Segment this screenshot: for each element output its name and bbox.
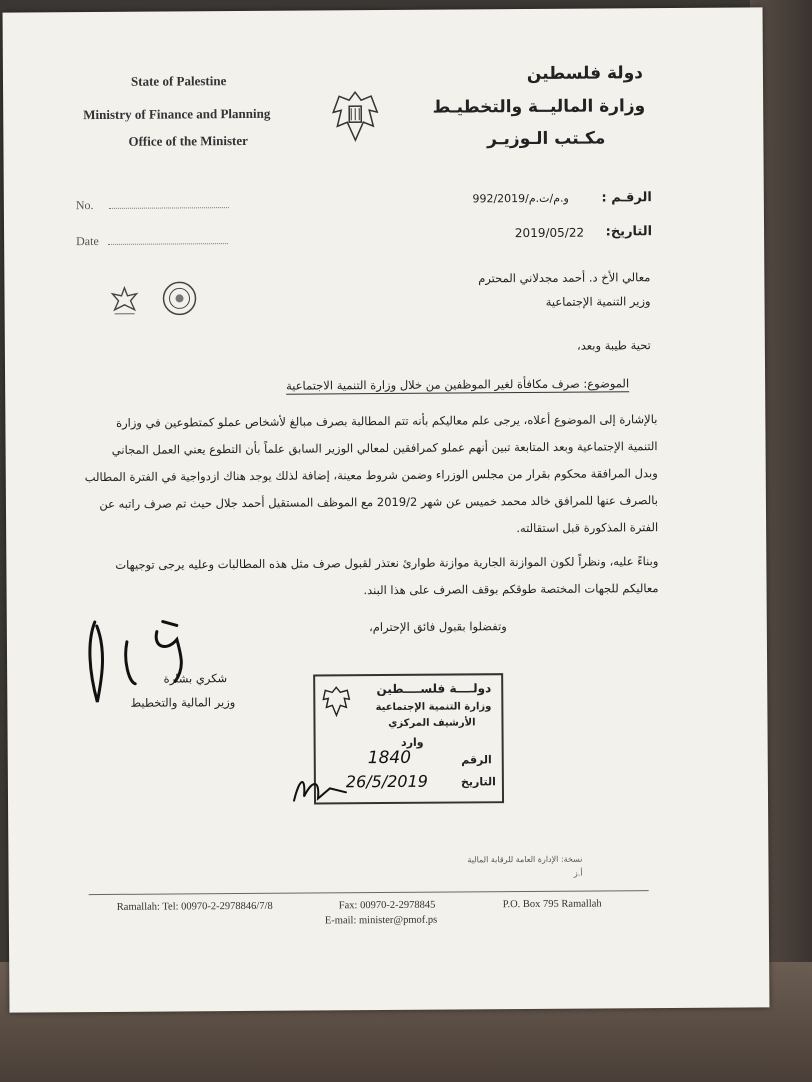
header-en-ministry: Ministry of Finance and Planning [83,105,271,123]
round-seal-icon [160,279,198,317]
date-field [76,233,228,249]
header-en-office: Office of the Minister [128,132,248,149]
ar-date-label: التاريخ: [605,224,653,240]
stamp-date-value: 26/5/2019 [345,771,429,792]
ar-no-label: الرقـم : [601,190,652,206]
stamp-date-label: التاريخ [460,775,496,789]
no-dotted-line [109,207,229,209]
body-line: وبدل المرافقة محكوم بقرار من مجلس الوزراء وضمن شروط معينة، إضافة لذلك يوجد هناك ازدواجية في الفترة المطالب [84,466,658,485]
header-en-state: State of Palestine [130,73,227,89]
decorative-logo-icon [108,284,140,316]
ar-date-value: 2019/05/22 [514,225,585,241]
footer-tel: Ramallah: Tel: 00970-2-2978846/7/8 [116,900,273,913]
greeting: تحية طيبة وبعد، [576,338,651,353]
footer-po-box: P.O. Box 795 Ramallah [502,898,602,911]
stamp-line-2: وزارة التنمية الإجتماعية [375,701,492,714]
header-ar-ministry: وزارة الماليــة والتخطيـط [432,96,646,118]
body-paragraph-2 [78,548,658,606]
stamp-number-label: الرقم [461,753,492,767]
footer-divider [89,890,649,895]
recipient-line-2: وزير التنمية الإجتماعية [545,294,651,309]
body-paragraph-1 [77,406,658,545]
stamp-eagle-icon [321,684,351,718]
footer-email: E-mail: minister@pmof.ps [324,914,438,927]
header-ar-office: مكـتب الـوزيـر [487,128,606,150]
body-line: بالصرف عنها للمرافق خالد محمد خميس عن شهر 2019/2 مع الموظف المستقيل أحمد جلال حيث تم صرف راتبه عن [99,493,658,512]
signatory-name: شكري بشارة [163,671,228,686]
stamp-line-4: وارد [400,735,424,749]
no-field [76,197,229,213]
header-ar-state: دولة فلسطين [526,63,644,85]
body-line: معاليكم للجهات المختصة طوقكم بوقف الصرف على هذا البند. [363,581,659,598]
stamp-initials-scribble [290,766,350,806]
body-line: بالإشارة إلى الموضوع أعلاه، يرجى علم معاليكم بأنه تتم المطالبة بصرف مبالغ لأشخاص عملو كمتطوعين في وزارة [115,412,658,430]
date-label: Date [76,233,99,249]
closing: وتفضلوا بقبول فائق الإحترام، [369,619,507,635]
cc-line-1: نسخة: الإدارة العامة للرقابة المالية [467,854,583,865]
footer-fax: Fax: 00970-2-2978845 [338,899,436,912]
no-label: No. [75,198,94,213]
body-line: التنمية الإجتماعية وبعد المتابعة تبين أنهم عملو كمرافقين لمعالي الوزير السابق علماً بأن التطوع يعني العمل المجاني [111,439,658,457]
stamp-number-value: 1840 [367,747,412,769]
stamp-line-1: دولــــة فلســــطين [376,681,492,697]
cc-line-2: أ.ز [573,868,583,878]
letter-page [3,7,770,1012]
date-dotted-line [108,243,228,245]
subject: الموضوع: صرف مكافأة لغير الموظفين من خلال وزارة التنمية الاجتماعية [285,376,630,393]
body-line: الفترة المذكورة قبل استقالته. [516,520,659,536]
recipient-line-1: معالي الأخ د. أحمد مجدلاني المحترم [478,270,651,286]
signatory-title: وزير المالية والتخطيط [130,695,236,710]
ar-no-value: و.م/ت.م/992/2019 [472,191,569,206]
stamp-line-3: الأرشيف المركزي [388,717,476,729]
body-line: وبناءً عليه، ونظراً لكون الموازنة الجارية موازنة طوارئ نعتذر لقبول صرف مثل هذه المطالبات وعليه يرجى توجيهات [115,554,659,572]
eagle-emblem-icon [329,86,381,146]
